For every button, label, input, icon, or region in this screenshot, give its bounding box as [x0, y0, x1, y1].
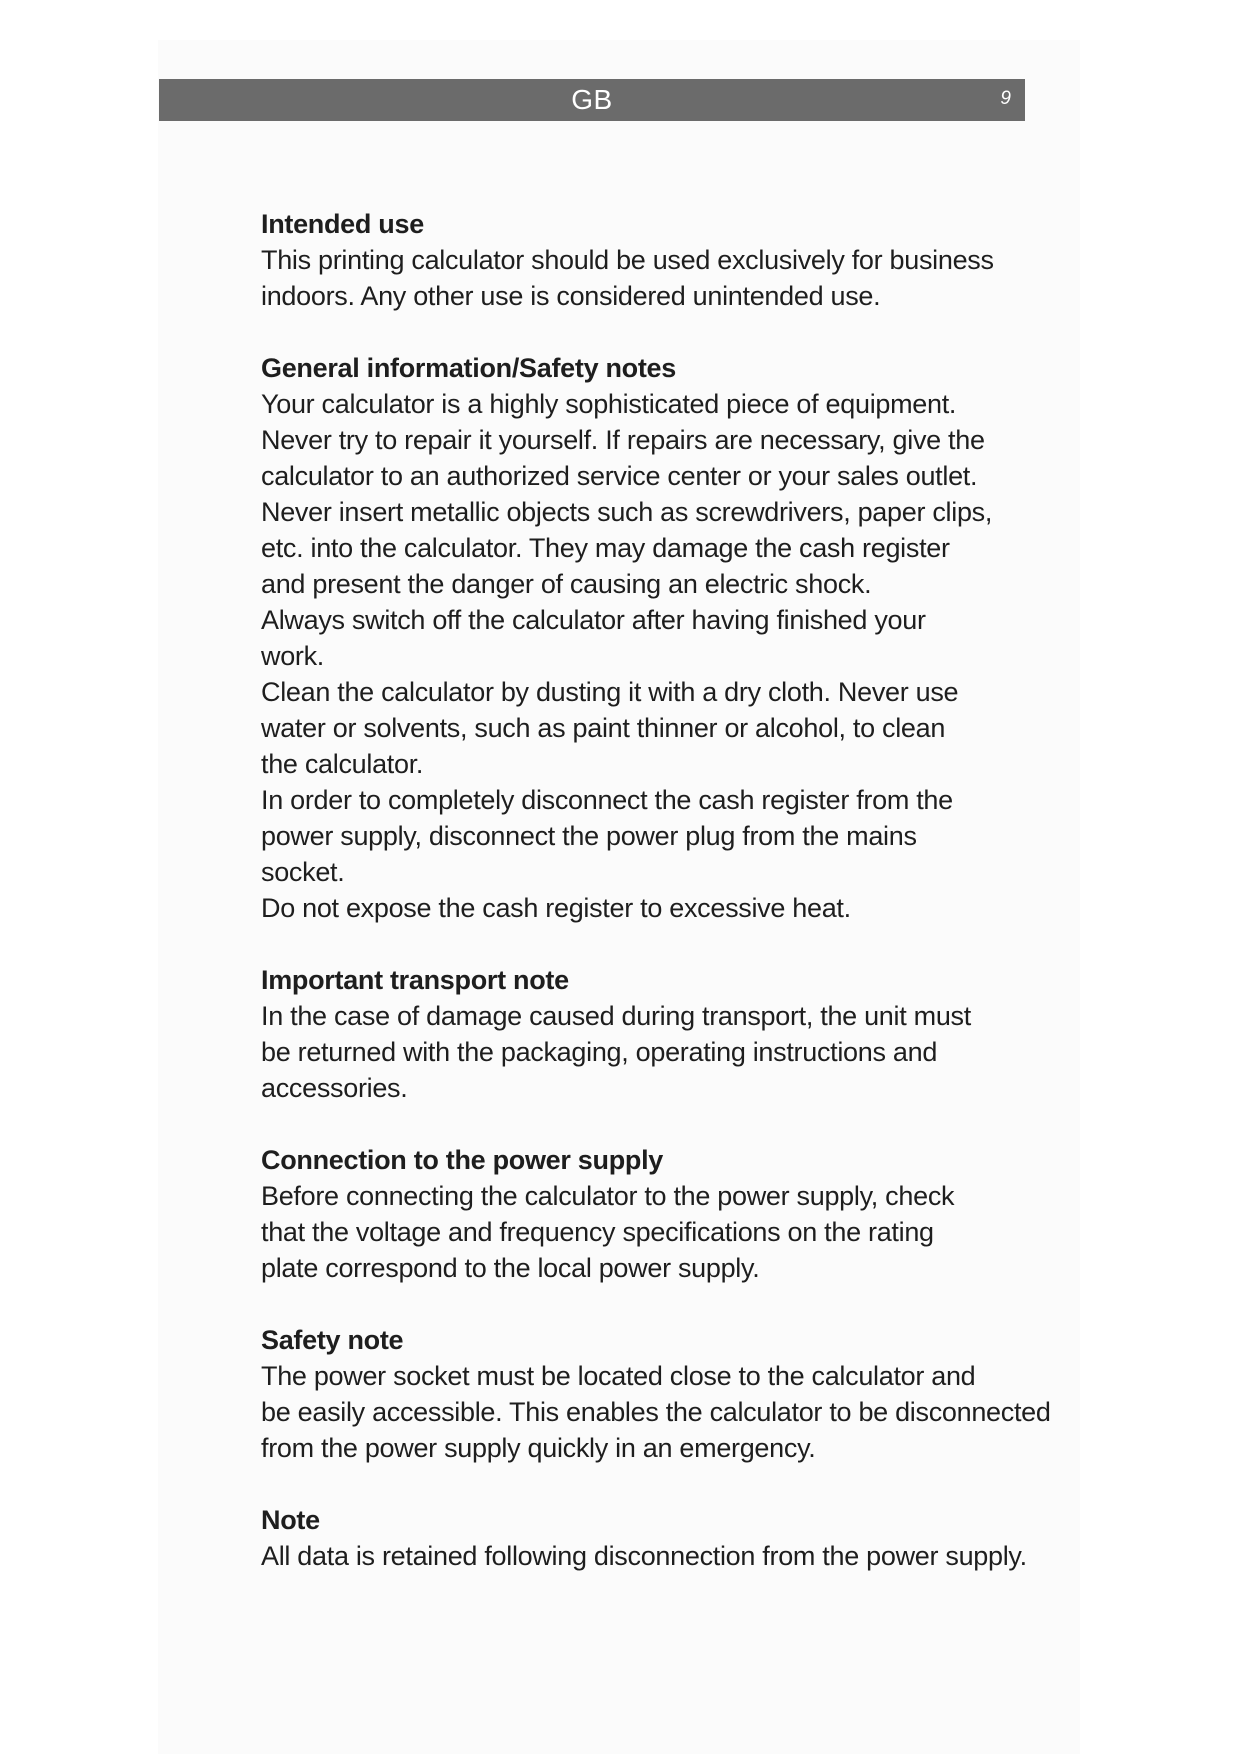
paragraph-line: Never try to repair it yourself. If repairs are necessary, give the: [261, 425, 985, 455]
section-note: [261, 1502, 1061, 1574]
paragraph-line: that the voltage and frequency specifications on the rating: [261, 1217, 934, 1247]
paragraph-line: accessories.: [261, 1073, 408, 1103]
paragraph-line: Your calculator is a highly sophisticated piece of equipment.: [261, 389, 957, 419]
paragraph-line: power supply, disconnect the power plug from the mains: [261, 821, 917, 851]
section-intended-use: [261, 206, 1061, 314]
paragraph-line: Never insert metallic objects such as screwdrivers, paper clips,: [261, 497, 993, 527]
paragraph-line: In order to completely disconnect the cash register from the: [261, 785, 953, 815]
page-header-bar: [159, 79, 1025, 121]
paragraph-line: work.: [261, 641, 325, 671]
language-label: GB: [571, 84, 613, 115]
paragraph-line: indoors. Any other use is considered unintended use.: [261, 281, 881, 311]
paragraph-line: In the case of damage caused during transport, the unit must: [261, 1001, 971, 1031]
paragraph-line: Clean the calculator by dusting it with a dry cloth. Never use: [261, 677, 959, 707]
section-heading: Intended use: [261, 209, 424, 239]
paragraph-line: Before connecting the calculator to the power supply, check: [261, 1181, 955, 1211]
section-heading: Safety note: [261, 1325, 404, 1355]
paragraph-line: All data is retained following disconnection from the power supply.: [261, 1541, 1027, 1571]
paragraph-line: water or solvents, such as paint thinner or alcohol, to clean: [261, 713, 946, 743]
paragraph-line: be easily accessible. This enables the calculator to be disconnected: [261, 1397, 1051, 1427]
paragraph-line: This printing calculator should be used exclusively for business: [261, 245, 994, 275]
document-body: [261, 206, 1061, 1610]
section-heading: Connection to the power supply: [261, 1145, 663, 1175]
paragraph-line: and present the danger of causing an electric shock.: [261, 569, 872, 599]
section-safety-note: [261, 1322, 1061, 1466]
section-power-connection: [261, 1142, 1061, 1286]
paragraph-line: Always switch off the calculator after having finished your: [261, 605, 926, 635]
section-general-information: [261, 350, 1061, 926]
section-heading: Note: [261, 1505, 320, 1535]
page-number: 9: [1000, 88, 1011, 109]
paragraph-line: plate correspond to the local power supply.: [261, 1253, 760, 1283]
section-heading: Important transport note: [261, 965, 569, 995]
paragraph-line: from the power supply quickly in an emergency.: [261, 1433, 816, 1463]
paragraph-line: be returned with the packaging, operating instructions and: [261, 1037, 938, 1067]
section-heading: General information/Safety notes: [261, 353, 676, 383]
paragraph-line: Do not expose the cash register to excessive heat.: [261, 893, 851, 923]
paragraph-line: the calculator.: [261, 749, 424, 779]
paragraph-line: etc. into the calculator. They may damage the cash register: [261, 533, 950, 563]
paragraph-line: The power socket must be located close to the calculator and: [261, 1361, 976, 1391]
section-transport-note: [261, 962, 1061, 1106]
paragraph-line: socket.: [261, 857, 345, 887]
paragraph-line: calculator to an authorized service center or your sales outlet.: [261, 461, 978, 491]
